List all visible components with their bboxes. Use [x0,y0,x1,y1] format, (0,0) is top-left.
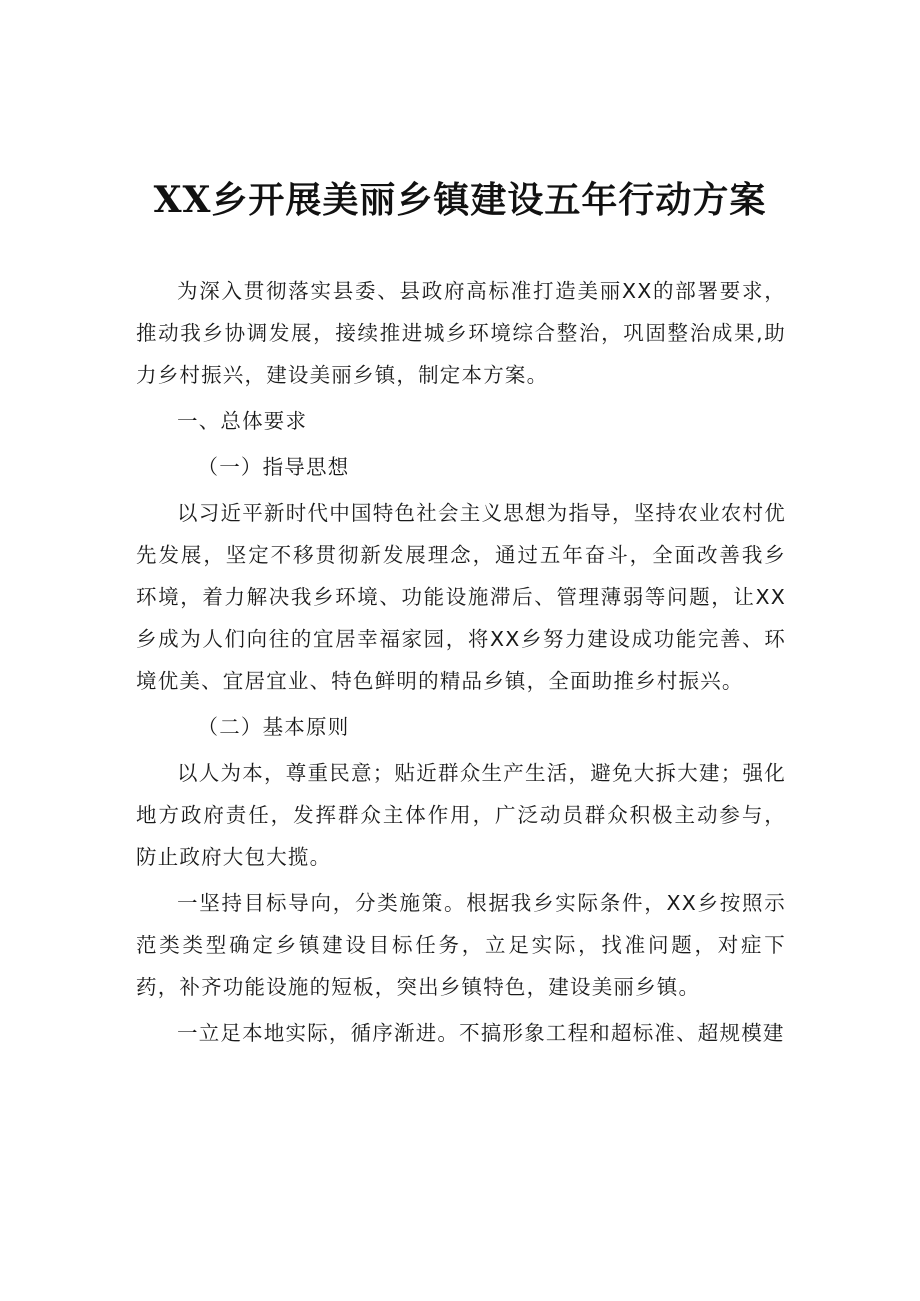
heading-basic-principles: （二）基本原则 [197,715,350,739]
paragraph-guiding-ideology: 以习近平新时代中国特色社会主义思想为指导，坚持农业农村优先发展，坚定不移贯彻新发展理念，通过五年奋斗，全面改善我乡环境，着力解决我乡环境、功能设施滞后、管理薄弱等问题，让XX乡成为人们向往的宜居幸福家园，将XX乡努力建设成功能完善、环境优美、宜居宜业、特色鲜明的精品乡镇，全面助推乡村振兴。 [136,501,786,693]
paragraph-goal-oriented: 一坚持目标导向，分类施策。根据我乡实际条件，XX乡按照示范类类型确定乡镇建设目标任务，立足实际，找准问题，对症下药，补齐功能设施的短板，突出乡镇特色，建设美丽乡镇。 [136,891,786,999]
document-body [136,270,786,1058]
paragraph-local-reality: 一立足本地实际，循序渐进。不搞形象工程和超标准、超规模建 [177,1021,785,1045]
document-title: XX乡开展美丽乡镇建设五年行动方案 [153,179,767,221]
heading-general-requirements: 一、总体要求 [177,409,308,433]
paragraph-intro: 为深入贯彻落实县委、县政府高标准打造美丽XX的部署要求，推动我乡协调发展，接续推进城乡环境综合整治，巩固整治成果,助力乡村振兴，建设美丽乡镇，制定本方案。 [136,279,786,387]
paragraph-people-oriented: 以人为本，尊重民意；贴近群众生产生活，避免大拆大建；强化地方政府责任，发挥群众主体作用，广泛动员群众积极主动参与，防止政府大包大揽。 [136,761,786,869]
heading-guiding-ideology: （一）指导思想 [197,455,350,479]
